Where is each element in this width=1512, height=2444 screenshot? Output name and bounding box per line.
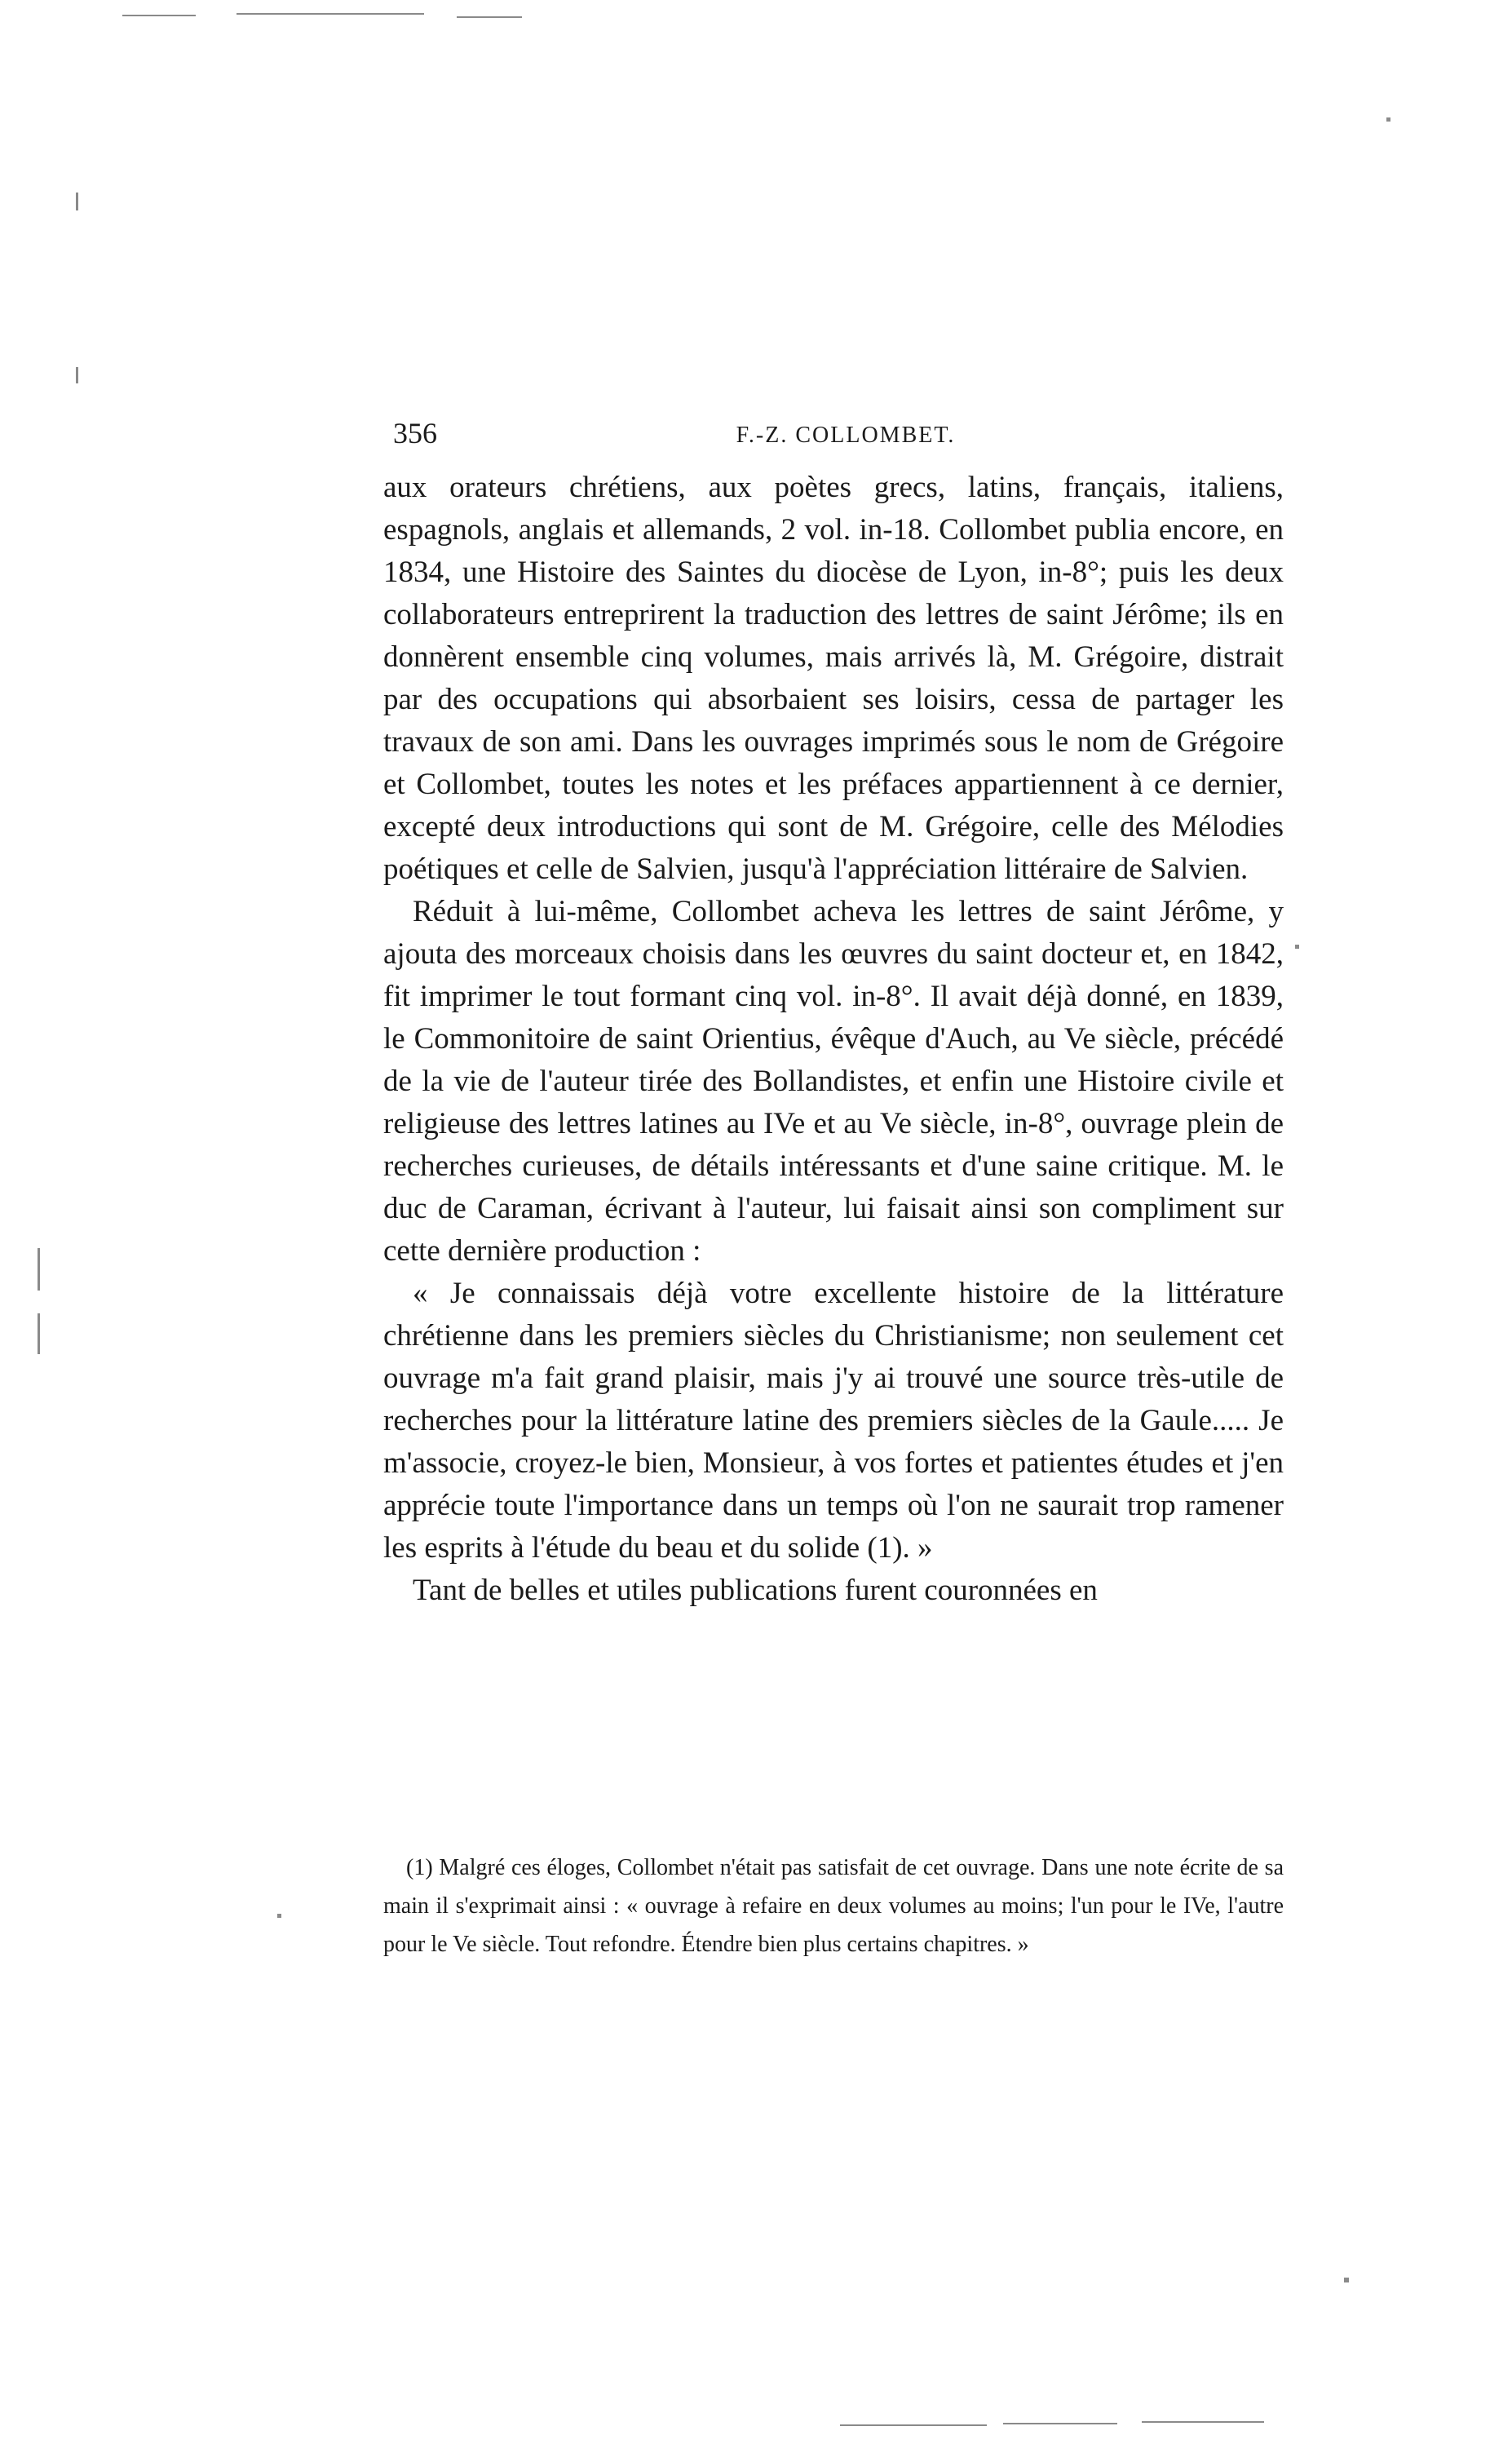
scan-mark xyxy=(277,1914,281,1918)
scan-mark xyxy=(122,15,196,16)
scan-mark xyxy=(1386,117,1390,122)
paragraph-2: Réduit à lui-même, Collombet acheva les lettres de saint Jérôme, y ajouta des morceaux choisis dans les œuvres du saint docteur et, en 1842, fit imprimer le tout formant cinq vol. in-8°. Il avait déjà donné, en 1839, le Commonitoire de saint Orientius, évêque d'Auch, au Ve siècle, précédé de la vie de l'auteur tirée des Bollandistes, et enfin une Histoire civile et religieuse des lettres latines au IVe et au Ve siècle, in-8°, ouvrage plein de recherches curieuses, de détails intéressants et d'une saine critique. M. le duc de Caraman, écrivant à l'auteur, lui faisait ainsi son compliment sur cette dernière production : xyxy=(383,895,1284,1268)
scan-mark xyxy=(1295,945,1299,949)
scan-mark xyxy=(1003,2423,1117,2424)
scan-mark xyxy=(1344,2278,1349,2282)
scan-mark xyxy=(38,1313,40,1354)
paragraph-quote: « Je connaissais déjà votre excellente histoire de la littérature chrétienne dans les premiers siècles du Christianisme; non seulement cet ouvrage m'a fait grand plaisir, mais j'y ai trouvé une source très-utile de recherches pour la littérature latine des premiers siècles de la Gaule..... Je m'associe, croyez-le bien, Monsieur, à vos fortes et patientes études et j'en apprécie toute l'importance dans un temps où l'on ne saurait trop ramener les esprits à l'étude du beau et du solide (1). » xyxy=(383,1277,1284,1565)
page-number: 356 xyxy=(393,417,437,449)
scan-mark xyxy=(1142,2421,1264,2423)
scan-mark xyxy=(38,1248,40,1291)
footnote: (1) Malgré ces éloges, Collombet n'était pas satisfait de cet ouvrage. Dans une note écrite de sa main il s'exprimait ainsi : « ouvrage à refaire en deux volumes au moins; l'un pour le IVe, l'autre pour le Ve siècle. Tout refondre. Étendre bien plus certains chapitres. » xyxy=(383,1855,1284,1957)
body-text xyxy=(383,467,1284,1612)
running-head: F.-Z. COLLOMBET. xyxy=(736,423,956,448)
scan-mark xyxy=(76,367,78,383)
paragraph-1: aux orateurs chrétiens, aux poètes grecs, latins, français, italiens, espagnols, anglais et allemands, 2 vol. in-18. Collombet publia encore, en 1834, une Histoire des Saintes du diocèse de Lyon, in-8°; puis les deux collaborateurs entreprirent la traduction des lettres de saint Jérôme; ils en donnèrent ensemble cinq volumes, mais arrivés là, M. Grégoire, distrait par des occupations qui absorbaient ses loisirs, cessa de partager les travaux de son ami. Dans les ouvrages imprimés sous le nom de Grégoire et Collombet, toutes les notes et les préfaces appartiennent à ce dernier, excepté deux introductions qui sont de M. Grégoire, celle des Mélodies poétiques et celle de Salvien, jusqu'à l'appréciation littéraire de Salvien. xyxy=(383,471,1284,886)
page-header xyxy=(393,416,1298,465)
paragraph-4: Tant de belles et utiles publications furent couronnées en xyxy=(413,1574,1098,1607)
scan-mark xyxy=(840,2424,987,2426)
scan-mark xyxy=(237,13,424,15)
scan-mark xyxy=(457,16,522,18)
scan-mark xyxy=(76,193,78,210)
